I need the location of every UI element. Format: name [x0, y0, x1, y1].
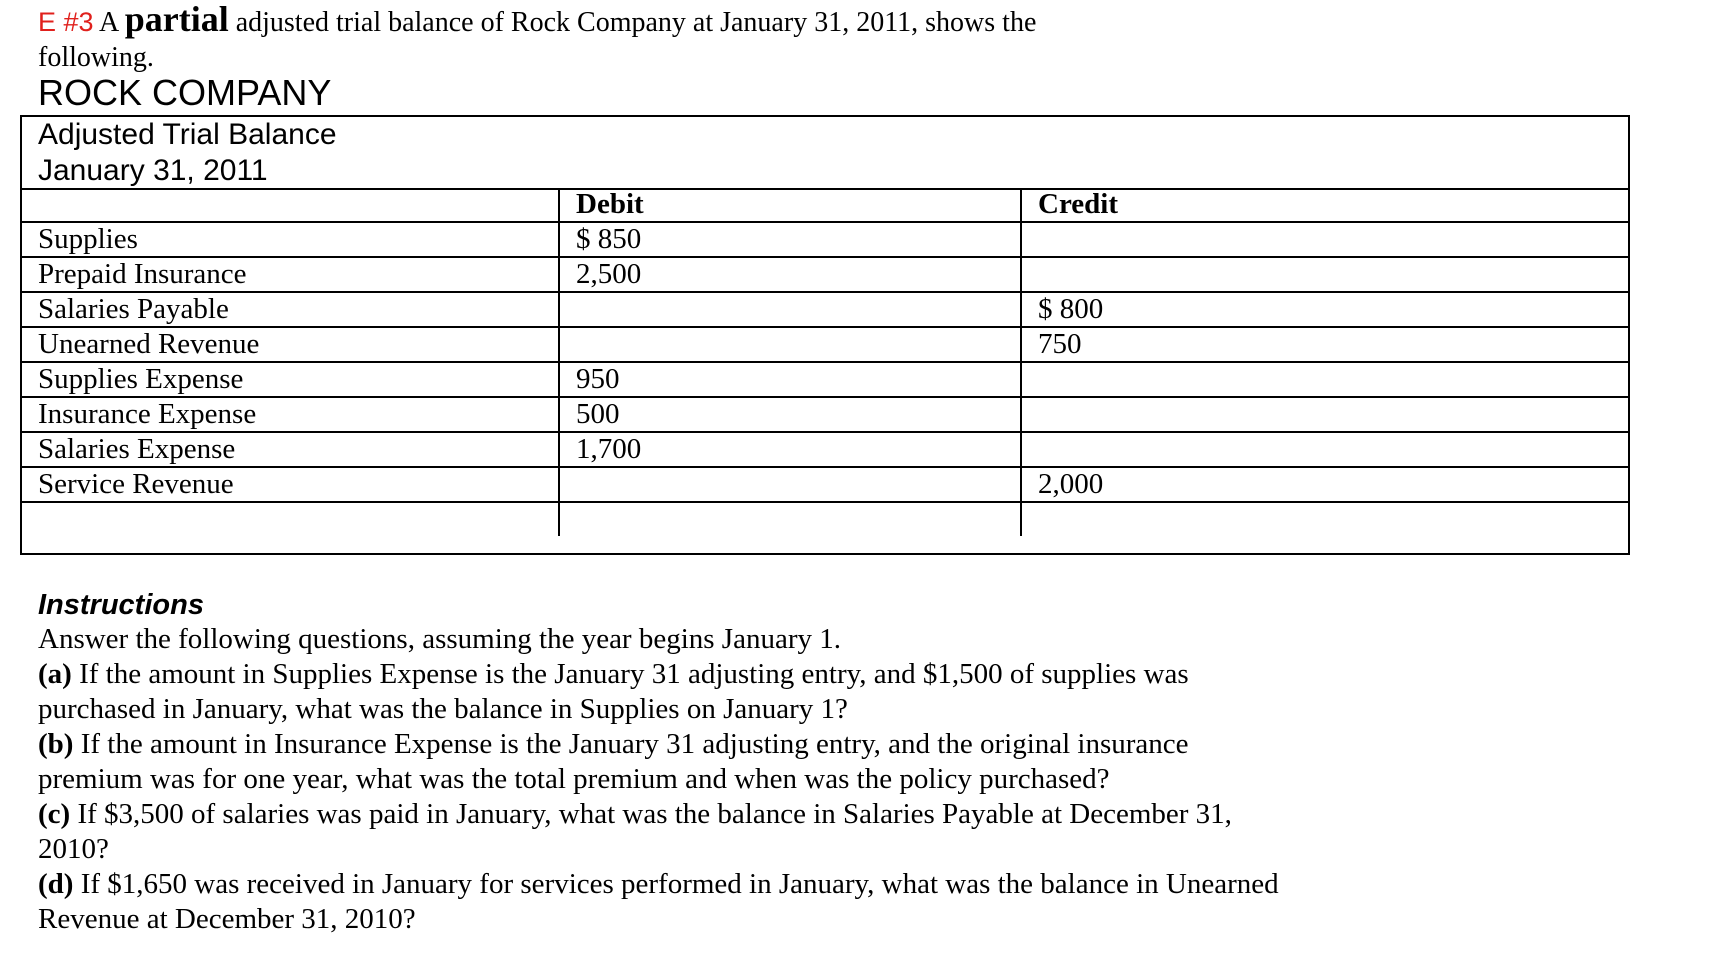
credit-cell	[1021, 432, 1628, 467]
table-row	[22, 327, 1628, 362]
account-column-header	[22, 188, 559, 222]
debit-column-header: Debit	[559, 188, 1021, 222]
trial-balance-header	[22, 117, 1628, 190]
debit-cell: $ 850	[559, 222, 1021, 257]
table-row	[22, 257, 1628, 292]
table-row	[22, 432, 1628, 467]
debit-cell	[559, 292, 1021, 327]
question-label: (d)	[38, 868, 74, 900]
trial-balance-title: Adjusted Trial Balance	[38, 118, 337, 151]
question-text: If $1,650 was received in January for services performed in January, what was the balance in Unearned Revenue at December 31, 2010?	[38, 868, 1279, 935]
account-cell: Insurance Expense	[22, 397, 559, 432]
question-item	[38, 727, 1298, 797]
credit-cell: $ 800	[1021, 292, 1628, 327]
question-label: (a)	[38, 658, 72, 690]
credit-cell	[1021, 362, 1628, 397]
account-cell: Unearned Revenue	[22, 327, 559, 362]
account-cell: Supplies Expense	[22, 362, 559, 397]
intro-emphasis: partial	[124, 0, 229, 39]
table-row	[22, 362, 1628, 397]
credit-cell	[1021, 397, 1628, 432]
debit-cell	[559, 502, 1021, 536]
table-row	[22, 467, 1628, 502]
table-row	[22, 292, 1628, 327]
trial-balance-table	[20, 115, 1630, 555]
exercise-number: E #3	[38, 7, 94, 37]
table-row	[22, 397, 1628, 432]
company-name: ROCK COMPANY	[38, 72, 332, 113]
question-item	[38, 797, 1298, 867]
column-header-row	[22, 188, 1628, 222]
question-label: (b)	[38, 728, 74, 760]
question-label: (c)	[38, 798, 71, 830]
debit-cell: 2,500	[559, 257, 1021, 292]
question-text: If $3,500 of salaries was paid in January, what was the balance in Salaries Payable at December 31, 2010?	[38, 798, 1232, 865]
debit-cell: 950	[559, 362, 1021, 397]
table-row	[22, 222, 1628, 257]
intro-text: adjusted trial balance of Rock Company at January 31, 2011, shows the following.	[38, 7, 1037, 73]
intro-prefix: A	[99, 7, 118, 38]
account-cell: Supplies	[22, 222, 559, 257]
table-row	[22, 502, 1628, 536]
account-cell: Prepaid Insurance	[22, 257, 559, 292]
account-cell: Salaries Payable	[22, 292, 559, 327]
credit-cell: 2,000	[1021, 467, 1628, 502]
account-cell	[22, 502, 559, 536]
question-item	[38, 867, 1298, 937]
instructions-section	[38, 588, 1298, 937]
exercise-intro	[38, 2, 1158, 75]
account-cell: Salaries Expense	[22, 432, 559, 467]
question-item	[38, 657, 1298, 727]
credit-cell	[1021, 257, 1628, 292]
instructions-lead: Answer the following questions, assuming the year begins January 1.	[38, 623, 841, 655]
question-text: If the amount in Insurance Expense is the January 31 adjusting entry, and the original insurance premium was for one year, what was the total premium and when was the policy purchased?	[38, 728, 1189, 795]
trial-balance-date: January 31, 2011	[38, 154, 268, 187]
instructions-title: Instructions	[38, 589, 204, 621]
debit-cell: 1,700	[559, 432, 1021, 467]
question-list	[38, 657, 1298, 937]
debit-cell: 500	[559, 397, 1021, 432]
account-cell: Service Revenue	[22, 467, 559, 502]
credit-column-header: Credit	[1021, 188, 1628, 222]
accounts-table	[22, 188, 1628, 536]
credit-cell: 750	[1021, 327, 1628, 362]
credit-cell	[1021, 502, 1628, 536]
debit-cell	[559, 467, 1021, 502]
credit-cell	[1021, 222, 1628, 257]
question-text: If the amount in Supplies Expense is the January 31 adjusting entry, and $1,500 of supplies was purchased in January, what was the balance in Supplies on January 1?	[38, 658, 1189, 725]
debit-cell	[559, 327, 1021, 362]
